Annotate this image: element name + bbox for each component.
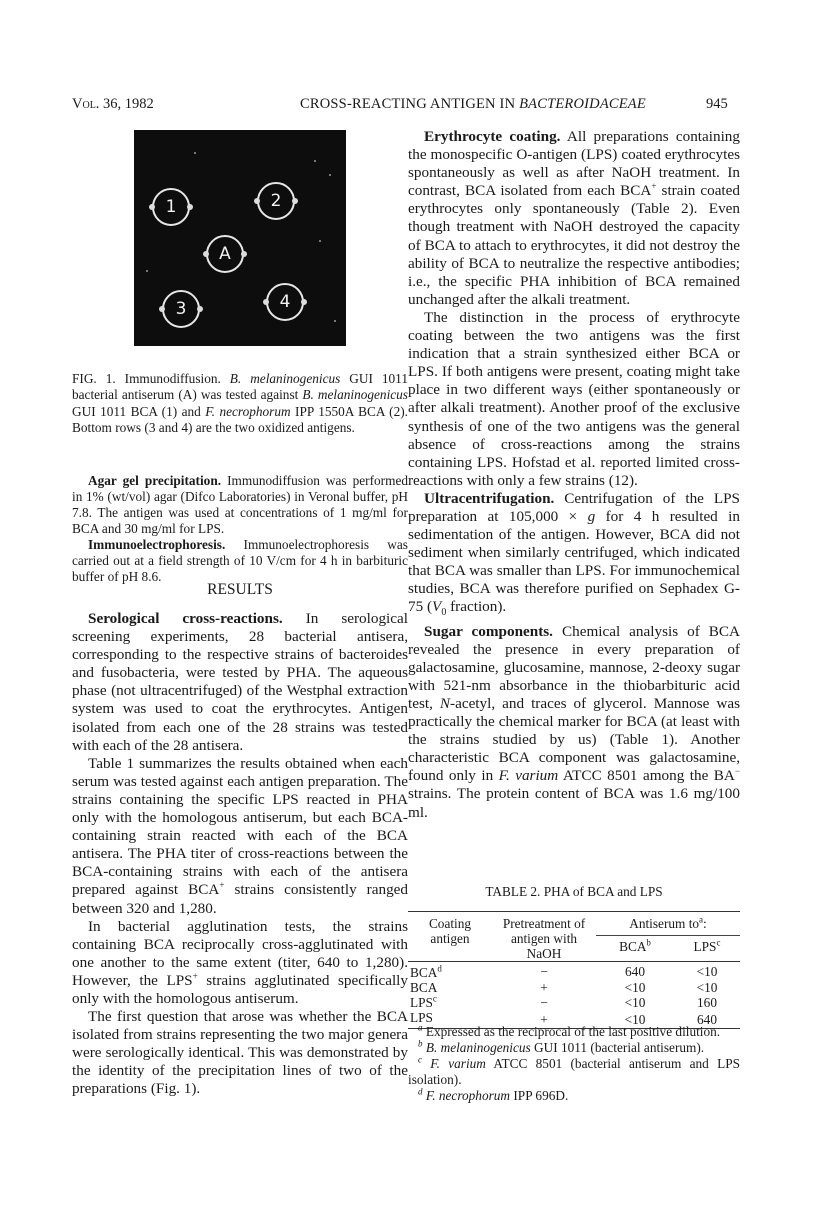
erythrocyte-paragraph: Erythrocyte coating. All preparations containing the monospecific O-antigen (LPS) coated erythrocytes spontaneously as well as after NaOH treatment. In contrast, BCA isolated from each BCA+ strain coated erythrocytes only spontaneously (Table 2). Even though treatment with NaOH destroyed the capacity of BCA to attach to erythrocytes, it did not destroy the ability of BCA to neutralize the respective antibodies; i.e., the specific PHA inhibition of BCA remained unchanged after the alkali treatment. <box>408 128 740 308</box>
page-number: 945 <box>706 96 728 112</box>
table2-header-antiserum: Antiserum $to^a$: <box>596 912 740 936</box>
figure-caption: FIG. 1. Immunodiffusion. B. melaninogenicus GUI 1011 bacterial antiserum (A) was tested against B. melaninogenicus GUI 1011 BCA (1) and F. necrophorum IPP 1550A BCA (2). Bottom rows (3 and 4) are the two oxidized antigens. <box>72 371 408 435</box>
table2-footnotes <box>408 1024 740 1104</box>
footnote-d: $^d$ F. necrophorum IPP 696D. <box>418 1086 569 1103</box>
sugar-components-paragraph: Sugar components. Chemical analysis of BCA revealed the presence in every preparation of galactosamine, glucosamine, mannose, 2-deoxy sugar with 521-nm absorbance in the thiobarbituric acid test, N-acetyl, and traces of glycerol. Mannose was practically the chemical marker for BCA (at least with the strains studied by us) (Table 1). Another characteristic BCA component was galactosamine, found only in F. varium ATCC 8501 among the BA− strains. The protein content of BCA was 1.6 mg/100 ml. <box>408 622 740 821</box>
footnote-a: $^a$ Expressed as the reciprocal of the last positive dilution. <box>418 1022 721 1039</box>
immunodiffusion-photo <box>134 130 346 346</box>
table-row: BCA$^d$ − 640 <10 <box>410 963 718 980</box>
footnote-c: $^c$ F. varium ATCC 8501 (bacterial antiserum and LPS isolation). <box>408 1054 740 1087</box>
table2-header-lps: LPS$^c$ <box>693 938 721 955</box>
table1-paragraph: Table 1 summarizes the results obtained when each serum was tested against each antigen preparation. The strains containing the specific LPS reacted in PHA only with the homologous antiserum, but each BCA-containing strain reacted with each of the BCA antisera. The PHA titer of cross-reactions between the BCA-containing strains with each of the antisera prepared against BCA+ strains consistently ranged between 320 and 1,280. <box>72 754 408 917</box>
serological-paragraph: Serological cross-reactions. In serological screening experiments, 28 bacterial antisera, corresponding to the respective strains of bacteroides and fusobacteria, were tested by PHA. The aqueous phase (not ultracentrifuged) of the Westphal extraction system was used to coat the erythrocytes. Antigen isolated from each one of the 28 strains was tested with each of the 28 antisera. <box>72 610 408 754</box>
ultracentrifugation-paragraph: Ultracentrifugation. Centrifugation of the LPS preparation at 105,000 × g for 4 h resulted in sedimentation of the antigen. However, BCA did not sediment when similarly centrifuged, which indicated that BCA was smaller than LPS. For immunochemical studies, BCA was therefore purified on Sephadex G-75 ($V_0$ fraction). <box>408 489 740 619</box>
well-2: 2 <box>257 182 295 220</box>
footnote-b: $^b$ B. melaninogenicus GUI 1011 (bacterial antiserum). <box>418 1038 705 1055</box>
table-row: LPS$^c$ − <10 160 <box>410 993 717 1010</box>
well-4: 4 <box>266 283 304 321</box>
agar-paragraph: Agar gel precipitation. Immunodiffusion was performed in 1% (wt/vol) agar (Difco Laboratories) in Veronal buffer, pH 7.8. The antigen was used at concentrations of 1 mg/ml for BCA and 30 mg/ml for LPS. <box>72 473 409 536</box>
results-right-column <box>408 128 740 822</box>
table2-header-coating: Coating antigen <box>428 916 472 946</box>
immunoelectrophoresis-paragraph: Immunoelectrophoresis. Immunoelectrophoresis was carried out at a field strength of 10 V/cm for 4 h in barbituric buffer of pH 8.6. <box>72 537 408 584</box>
well-3: 3 <box>162 290 200 328</box>
table2-title: TABLE 2. PHA of BCA and LPS <box>485 884 663 899</box>
results-left-column <box>72 610 408 1099</box>
running-title: CROSS-REACTING ANTIGEN IN BACTEROIDACEAE <box>300 96 646 112</box>
well-antiserum: A <box>206 235 244 273</box>
table-row: LPS + <10 640 <box>408 1010 740 1029</box>
table-row: BCA + <10 <10 <box>410 980 718 995</box>
results-heading: RESULTS <box>207 581 273 598</box>
distinction-paragraph: The distinction in the process of erythrocyte coating between the two antigens was the first indication that a strain synthesized either BCA or LPS. If both antigens were present, coating might take place in two different ways (either spontaneously or after alkali treatment). Another proof of the exclusive synthesis of one of the two antigens was the general absence of cross-reactions among the strains containing LPS. Hofstad et al. reported limited cross-reactions with only a few strains (12). <box>408 308 740 489</box>
well-1: 1 <box>152 188 190 226</box>
table2-header-bca: BCA$^b$ <box>619 938 651 955</box>
agglutination-paragraph: In bacterial agglutination tests, the strains containing BCA reciprocally cross-agglutinated with one another to the same extent (titer, 640 to 1,280). However, the LPS+ strains agglutinated specifically only with the homologous antiserum. <box>72 917 408 1007</box>
first-question-paragraph: The first question that arose was whether the BCA isolated from strains representing the two major genera were serologically identical. This was demonstrated by the identity of the precipitation lines of two of the preparations (Fig. 1). <box>72 1008 408 1098</box>
table2-header-pretreatment: Pretreatment of antigen with NaOH <box>502 916 586 961</box>
volume-label: Vol. 36, 1982 <box>72 96 154 112</box>
methods-section <box>72 473 408 585</box>
table2 <box>408 911 740 1029</box>
